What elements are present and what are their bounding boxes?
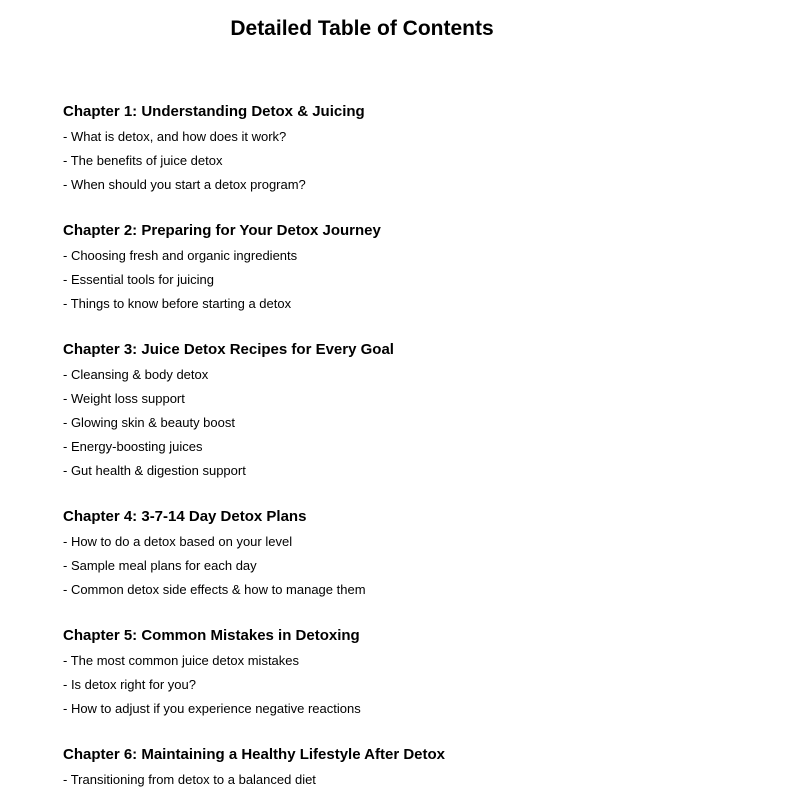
chapter-6 (63, 742, 763, 792)
chapter-heading: Chapter 4: 3-7-14 Day Detox Plans (63, 508, 307, 525)
list-item: - Gut health & digestion support (63, 463, 246, 478)
list-item: - When should you start a detox program? (63, 177, 306, 192)
table-of-contents (63, 99, 763, 800)
list-item: - Transitioning from detox to a balanced diet (63, 772, 316, 787)
chapter-heading: Chapter 5: Common Mistakes in Detoxing (63, 627, 360, 644)
list-item: - How to adjust if you experience negative reactions (63, 701, 361, 716)
chapter-5 (63, 623, 763, 721)
chapter-item-list (63, 649, 763, 721)
list-item: - Common detox side effects & how to manage them (63, 582, 366, 597)
chapter-3 (63, 337, 763, 483)
list-item: - Things to know before starting a detox (63, 296, 292, 311)
chapter-heading: Chapter 2: Preparing for Your Detox Journey (63, 222, 381, 239)
chapter-item-list (63, 530, 763, 602)
chapter-1 (63, 99, 763, 197)
list-item: - The benefits of juice detox (63, 153, 223, 168)
chapter-heading: Chapter 6: Maintaining a Healthy Lifestyle After Detox (63, 746, 446, 763)
chapter-heading: Chapter 1: Understanding Detox & Juicing (63, 103, 365, 120)
list-item: - Cleansing & body detox (63, 367, 209, 382)
chapter-heading: Chapter 3: Juice Detox Recipes for Every Goal (63, 341, 394, 358)
list-item: - Sample meal plans for each day (63, 558, 257, 573)
list-item: - Is detox right for you? (63, 677, 196, 692)
list-item: - Energy-boosting juices (63, 439, 203, 454)
chapter-4 (63, 504, 763, 602)
chapter-item-list (63, 363, 763, 483)
chapter-item-list (63, 125, 763, 197)
list-item: - Weight loss support (63, 391, 185, 406)
chapter-item-list (63, 244, 763, 316)
list-item: - Essential tools for juicing (63, 272, 215, 287)
list-item: - Glowing skin & beauty boost (63, 415, 235, 430)
page-title: Detailed Table of Contents (230, 17, 494, 40)
list-item: - What is detox, and how does it work? (63, 129, 287, 144)
chapter-2 (63, 218, 763, 316)
chapter-item-list (63, 768, 763, 792)
list-item: - The most common juice detox mistakes (63, 653, 300, 668)
list-item: - How to do a detox based on your level (63, 534, 293, 549)
list-item: - Choosing fresh and organic ingredients (63, 248, 298, 263)
